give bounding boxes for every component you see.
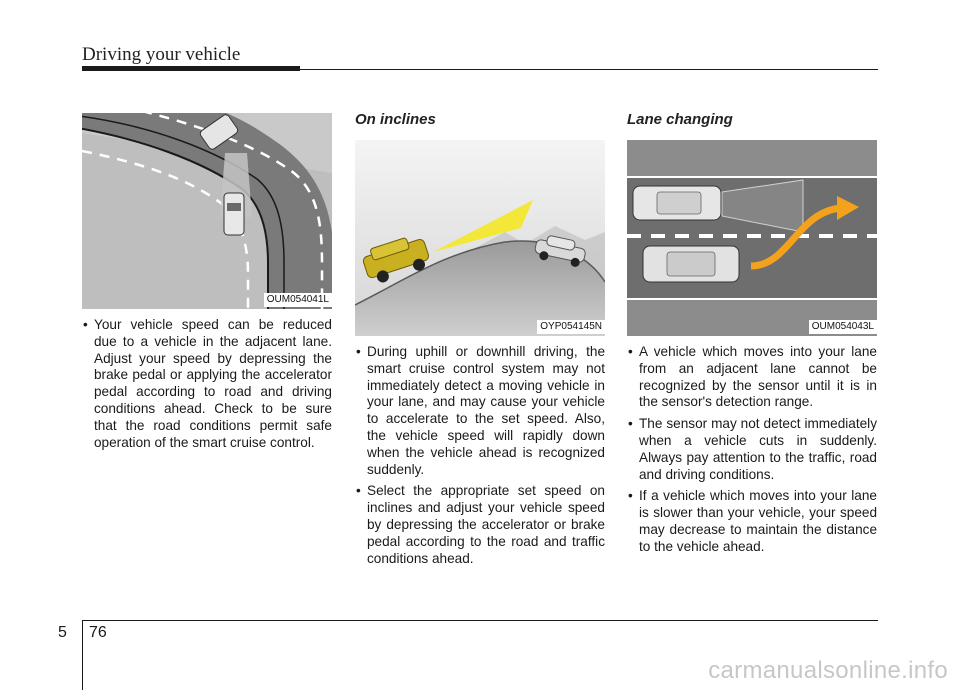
bullet-item: • Your vehicle speed can be reduced due to a vehicle in the adjacent lane. Adjust your speed by depressing the brake pedal or applying the accelerator pedal according to road and driving conditions ahead. Check to be sure that the road conditions permit safe operation of the smart cruise control. [82,317,332,451]
page-number: 76 [89,624,107,641]
footer-rule-horizontal [82,620,878,621]
bullet-item: • The sensor may not detect immediately when a vehicle cuts in suddenly. Always pay attention to the traffic, road and driving conditions. [627,416,877,483]
figure-label: OUM054043L [809,320,877,334]
column-3-bullets [627,344,877,561]
header-rule-thick [82,66,300,71]
figure-label: OYP054145N [537,320,605,334]
page-header-title: Driving your vehicle [82,44,241,65]
figure-label: OUM054041L [264,293,332,307]
bullet-item: • A vehicle which moves into your lane from an adjacent lane cannot be recognized by the sensor until it is in the sensor's detection range. [627,344,877,411]
curved-road-figure [82,113,332,309]
column-1-bullets [82,317,332,456]
incline-figure [355,140,605,336]
footer-rule-vertical [82,620,83,690]
heading-on-inclines: On inclines [355,111,436,128]
watermark-text: carmanualsonline.info [708,657,948,684]
header-rule-thin [300,69,878,70]
bullet-item: • Select the appropriate set speed on inclines and adjust your vehicle speed by depressing the accelerator or brake pedal according to the road and traffic conditions ahead. [355,483,605,567]
lane-change-figure [627,140,877,336]
heading-lane-changing: Lane changing [627,111,733,128]
chapter-number: 5 [58,624,67,641]
bullet-item: • During uphill or downhill driving, the smart cruise control system may not immediately detect a moving vehicle in your lane, and may cause your vehicle to accelerate to the set speed. Also, the vehicle speed will rapidly down when the vehicle ahead is recognized suddenly. [355,344,605,478]
column-2-bullets [355,344,605,572]
bullet-item: • If a vehicle which moves into your lane is slower than your vehicle, your speed may decrease to maintain the distance to the vehicle ahead. [627,488,877,555]
